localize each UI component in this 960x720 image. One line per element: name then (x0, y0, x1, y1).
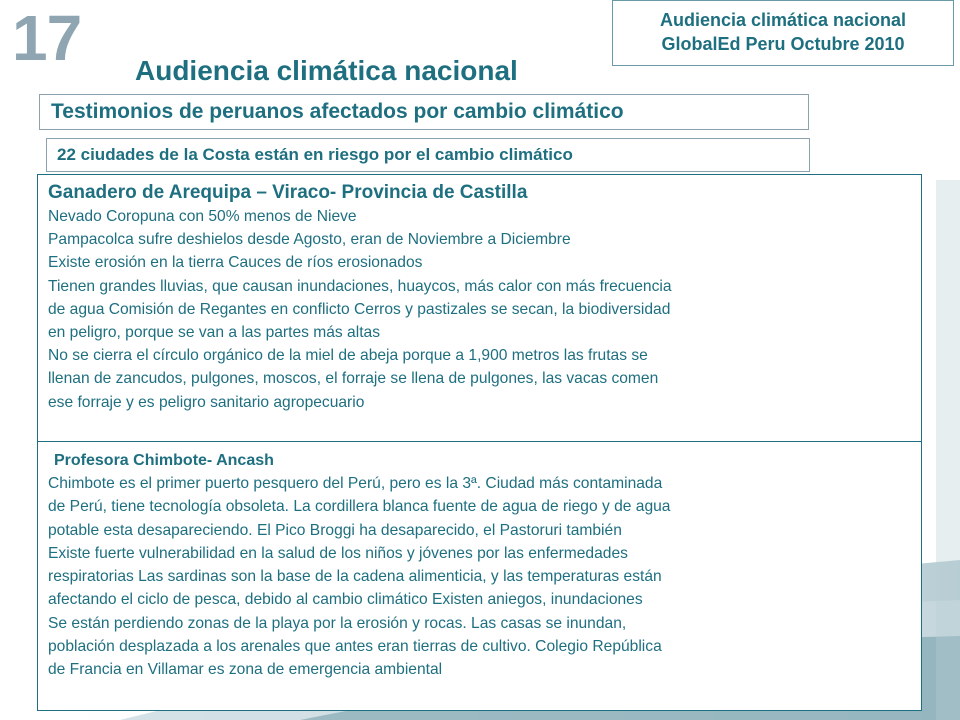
testimony-line: Nevado Coropuna con 50% menos de Nieve (48, 208, 357, 225)
corner-event-line-1: Audiencia climática nacional (659, 10, 907, 30)
testimony-line: población desplazada a los arenales que antes eran tierras de cultivo. Colegio República (48, 638, 662, 656)
testimony-line: Tienen grandes lluvias, que causan inundaciones, huaycos, más calor con más frecuencia (48, 277, 672, 295)
testimony-line: respiratorias Las sardinas son la base de la cadena alimenticia, y las temperaturas están (48, 568, 662, 586)
testimony-heading: Ganadero de Arequipa – Viraco- Provincia de Castilla (48, 182, 528, 203)
testimony-line: Existe erosión en la tierra Cauces de ríos erosionados (48, 254, 423, 272)
testimony-line: Chimbote es el primer puerto pesquero del Perú, pero es la 3ª. Ciudad más contaminada (48, 475, 663, 492)
page-title: Audiencia climática nacional (135, 55, 518, 86)
risk-banner: 22 ciudades de la Costa están en riesgo por el cambio climático (46, 138, 810, 172)
testimony-heading: Profesora Chimbote- Ancash (54, 452, 274, 469)
testimony-line: Existe fuerte vulnerabilidad en la salud de los niños y jóvenes por las enfermedades (48, 544, 628, 562)
testimony-line: afectando el ciclo de pesca, debido al cambio climático Existen aniegos, inundaciones (48, 591, 643, 609)
corner-event-label (612, 0, 954, 66)
testimony-line: Pampacolca sufre deshielos desde Agosto, eran de Noviembre a Diciembre (48, 231, 571, 249)
testimony-line: potable esta desapareciendo. El Pico Broggi ha desaparecido, el Pastoruri también (48, 521, 622, 539)
testimony-line: de agua Comisión de Regantes en conflicto Cerros y pastizales se secan, la biodiversidad (48, 300, 671, 318)
testimony-panel-chimbote (37, 441, 922, 711)
testimony-line: de Francia en Villamar es zona de emergencia ambiental (48, 661, 443, 679)
testimony-line: ese forraje y es peligro sanitario agropecuario (48, 393, 365, 411)
slide-number: 17 (12, 2, 82, 74)
corner-event-line-2: GlobalEd Peru Octubre 2010 (661, 34, 905, 54)
testimony-panel-arequipa (37, 174, 922, 442)
testimony-line: de Perú, tiene tecnología obsoleta. La cordillera blanca fuente de agua de riego y de agua (48, 498, 671, 516)
testimony-line: No se cierra el círculo orgánico de la miel de abeja porque a 1,900 metros las frutas se (48, 347, 648, 365)
subtitle-banner: Testimonios de peruanos afectados por cambio climático (39, 94, 809, 130)
testimony-line: llenan de zancudos, pulgones, moscos, el forraje se llena de pulgones, las vacas comen (48, 370, 659, 388)
testimony-line: Se están perdiendo zonas de la playa por la erosión y rocas. Las casas se inundan, (48, 614, 627, 632)
testimony-line: en peligro, porque se van a las partes más altas (48, 324, 380, 342)
